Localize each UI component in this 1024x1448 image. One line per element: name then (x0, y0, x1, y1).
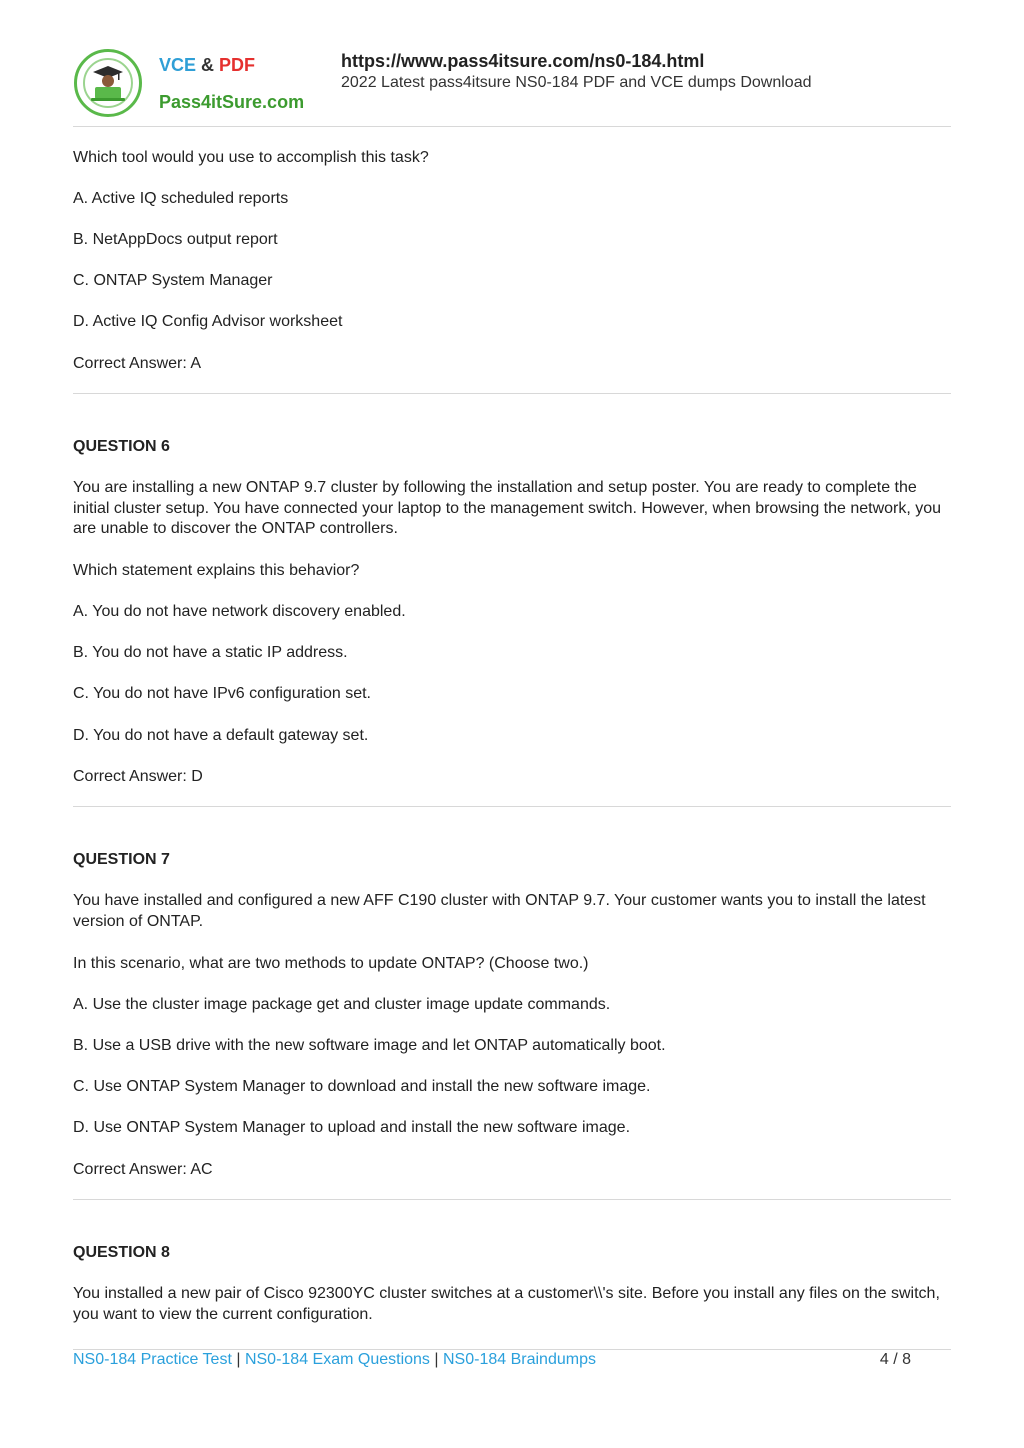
correct-answer: Correct Answer: A (73, 355, 202, 372)
page-footer (73, 1351, 951, 1369)
footer-divider (73, 1349, 951, 1350)
logo-title: VCE & PDF (159, 55, 256, 75)
section-divider (73, 393, 951, 394)
question-6-prompt: Which statement explains this behavior? (73, 562, 360, 579)
question-7-option-a: A. Use the cluster image package get and cluster image update commands. (73, 996, 611, 1013)
question-text: Which tool would you use to accomplish this task? (73, 149, 429, 166)
page-number: 4 / 8 (879, 1351, 911, 1368)
logo-site-name: Pass4itSure.com (159, 92, 305, 112)
question-7-body: You have installed and configured a new AFF C190 cluster with ONTAP 9.7. Your customer wants you to install the latest version of ONTAP. (73, 892, 926, 930)
question-7-heading: QUESTION 7 (73, 851, 170, 868)
header-url[interactable]: https://www.pass4itsure.com/ns0-184.html (341, 51, 705, 71)
question-6-heading: QUESTION 6 (73, 438, 170, 455)
pass4itsure-logo (73, 46, 318, 122)
header-subtitle: 2022 Latest pass4itsure NS0-184 PDF and VCE dumps Download (341, 74, 812, 91)
footer-separator: | (434, 1351, 439, 1368)
graduate-laptop-icon (74, 49, 142, 117)
footer-link-practice-test[interactable]: NS0-184 Practice Test (73, 1351, 232, 1368)
footer-link-braindumps[interactable]: NS0-184 Braindumps (443, 1351, 596, 1368)
question-7-prompt: In this scenario, what are two methods to update ONTAP? (Choose two.) (73, 955, 589, 972)
option-a: A. Active IQ scheduled reports (73, 190, 289, 207)
question-8-heading: QUESTION 8 (73, 1244, 170, 1261)
question-6-option-a: A. You do not have network discovery enabled. (73, 603, 406, 620)
question-6-option-b: B. You do not have a static IP address. (73, 644, 348, 661)
question-6-option-c: C. You do not have IPv6 configuration set. (73, 685, 371, 702)
question-7-option-c: C. Use ONTAP System Manager to download and install the new software image. (73, 1078, 651, 1095)
question-7-option-b: B. Use a USB drive with the new software image and let ONTAP automatically boot. (73, 1037, 666, 1054)
question-7-answer: Correct Answer: AC (73, 1161, 213, 1178)
question-6-option-d: D. You do not have a default gateway set. (73, 727, 369, 744)
option-c: C. ONTAP System Manager (73, 272, 273, 289)
page-header (73, 46, 951, 126)
question-7-option-d: D. Use ONTAP System Manager to upload and install the new software image. (73, 1119, 631, 1136)
option-d: D. Active IQ Config Advisor worksheet (73, 313, 343, 330)
footer-separator: | (236, 1351, 241, 1368)
question-8-body: You installed a new pair of Cisco 92300YC cluster switches at a customer\\'s site. Before you install any files on the switch, you want to view the current configuration. (73, 1285, 940, 1323)
question-6-body: You are installing a new ONTAP 9.7 cluster by following the installation and setup poster. You are ready to complete the initial cluster setup. You have connected your laptop to the management switch. However, when browsing the network, you are unable to discover the ONTAP controllers. (73, 479, 942, 537)
section-divider (73, 806, 951, 807)
option-b: B. NetAppDocs output report (73, 231, 278, 248)
section-divider (73, 1199, 951, 1200)
header-divider (73, 126, 951, 127)
question-6-answer: Correct Answer: D (73, 768, 203, 785)
footer-link-exam-questions[interactable]: NS0-184 Exam Questions (244, 1351, 430, 1368)
